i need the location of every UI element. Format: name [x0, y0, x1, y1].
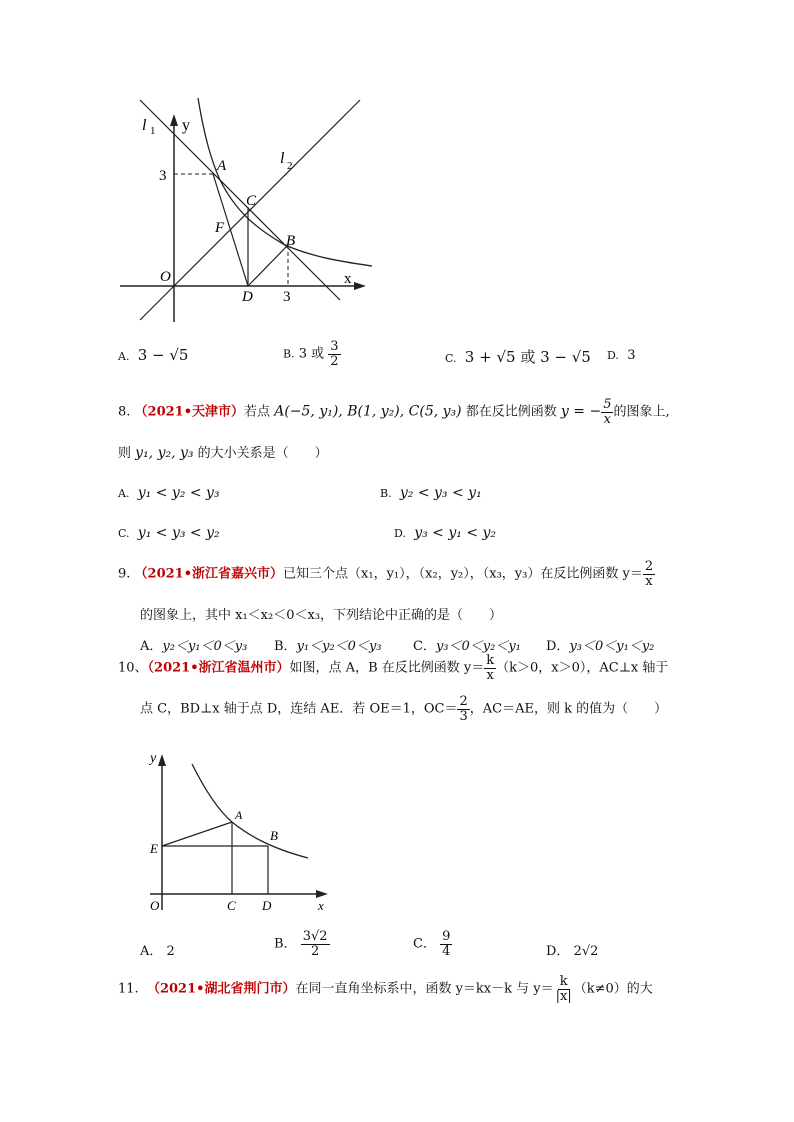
label-l1: l	[142, 117, 147, 134]
svg-text:O: O	[150, 898, 160, 913]
q9-stem: 9. （2021•浙江省嘉兴市）已知三个点（x₁，y₁），（x₂，y₂），（x₃，y₃）在反比例函数 y＝ $\frac{2}{x}$	[118, 559, 654, 589]
q9-option-a: A．y₂＜y₁＜0＜y₃	[140, 639, 248, 654]
q8-option-c: C. y₁ < y₃ < y₂	[118, 525, 220, 541]
svg-text:B: B	[270, 828, 278, 843]
svg-text:3: 3	[283, 289, 291, 305]
q9-line2: 的图象上，其中 x₁＜x₂＜0＜x₃，下列结论中正确的是（ ）	[140, 608, 503, 623]
label-y: y	[182, 117, 190, 134]
q9-option-b: B．y₁＜y₂＜0＜y₃	[274, 639, 382, 654]
q7-option-b: B. 3 或 $\frac{3}{2}$	[283, 339, 339, 369]
figure-2	[140, 745, 340, 915]
q9-option-c: C．y₃＜0＜y₂＜y₁	[413, 639, 521, 654]
q8-option-b: B. y₂ < y₃ < y₁	[380, 485, 482, 501]
q8-line2: 则 y₁, y₂, y₃ 的大小关系是（ ）	[118, 445, 328, 461]
svg-text:3: 3	[159, 168, 167, 184]
svg-text:F: F	[215, 220, 225, 236]
svg-text:A: A	[235, 808, 243, 822]
svg-text:C: C	[227, 898, 236, 913]
svg-text:E: E	[150, 841, 158, 856]
q10-option-a: A． 2	[140, 944, 175, 959]
q8-option-a: A. y₁ < y₂ < y₃	[118, 485, 220, 501]
svg-text:2: 2	[287, 160, 293, 172]
q7-option-a: A. 3 − √5	[118, 346, 189, 364]
svg-text:A: A	[217, 158, 227, 174]
q10-option-c: C． $\frac{9}{4}$	[413, 929, 451, 959]
svg-text:1: 1	[150, 125, 156, 137]
svg-text:D: D	[242, 289, 253, 305]
svg-text:D: D	[262, 898, 272, 913]
label-l2: l	[280, 150, 285, 167]
svg-text:x: x	[318, 898, 324, 913]
q8-option-d: D. y₃ < y₁ < y₂	[394, 525, 497, 541]
q9-option-d: D．y₃＜0＜y₁＜y₂	[546, 639, 655, 654]
figure-1	[110, 95, 380, 330]
svg-text:C: C	[246, 193, 257, 209]
q7-option-d: D. 3	[607, 348, 636, 363]
svg-text:x: x	[344, 271, 352, 287]
q8-stem: 8. （2021•天津市）若点 A(−5, y₁), B(1, y₂), C(5, y₃) 都在反比例函数 y = − $\frac{5}{x}$ 的图象上,	[118, 397, 670, 427]
q10-stem: 10、（2021•浙江省温州市）如图，点 A，B 在反比例函数 y＝ $\frac{k}{x}$ （k＞0，x＞0），AC⊥x 轴于	[118, 653, 669, 683]
q10-line2: 点 C，BD⊥x 轴于点 D，连结 AE．若 OE＝1，OC＝ $\frac{2}{3}$ ，AC＝AE，则 k 的值为（ ）	[140, 694, 668, 724]
svg-text:B: B	[286, 233, 296, 249]
q10-option-d: D． 2√2	[546, 944, 599, 959]
q11-stem: 11. （2021•湖北省荆门市）在同一直角坐标系中，函数 y＝kx－k 与 y＝ $\frac{k}{|x|}$ （k≠0）的大	[118, 974, 653, 1004]
q7-option-c: C. 3 + √5 或 3 − √5	[445, 348, 591, 366]
svg-text:y: y	[150, 751, 157, 766]
svg-text:O: O	[160, 269, 171, 285]
q10-option-b: B． $\frac{3√2}{2}$	[274, 929, 328, 959]
